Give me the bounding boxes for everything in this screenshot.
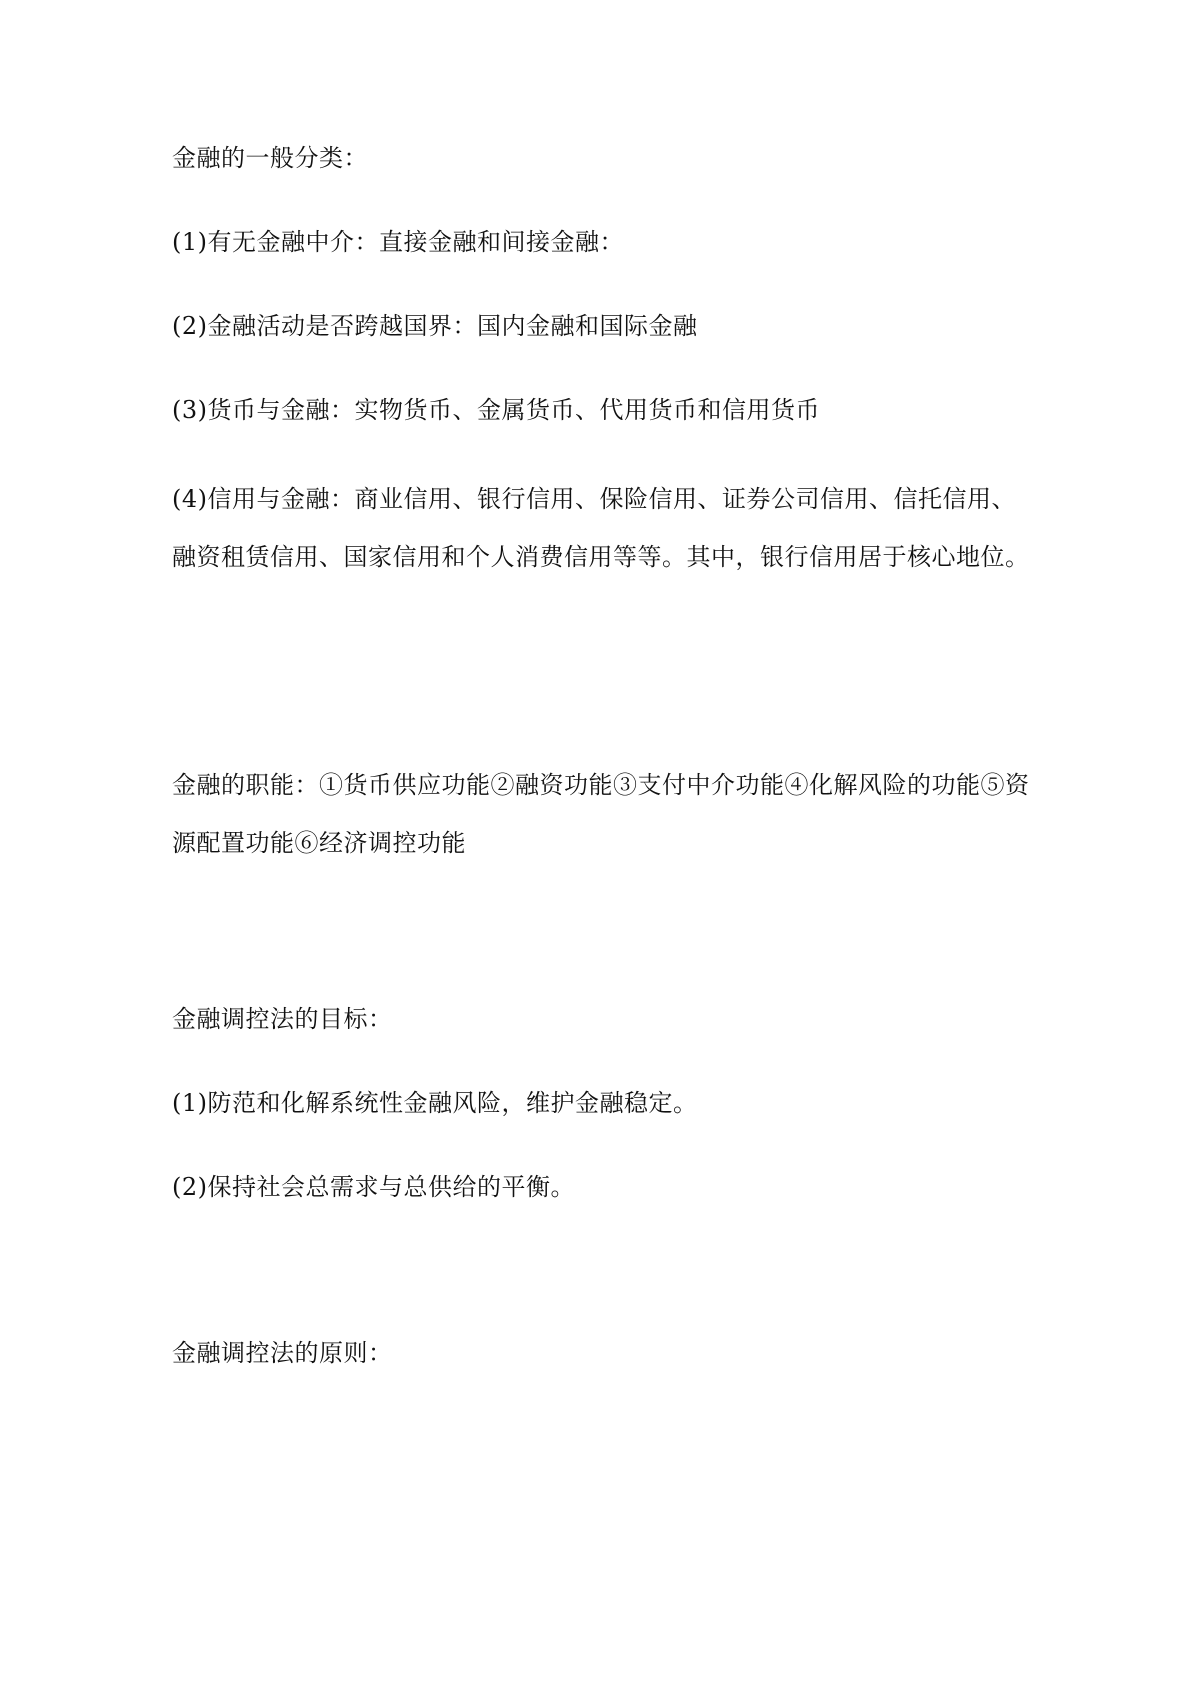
principles-heading: 金融调控法的原则： — [172, 1339, 393, 1367]
classification-item-4: (4)信用与金融：商业信用、银行信用、保险信用、证券公司信用、信托信用、融资租赁信用、国家信用和个人消费信用等等。其中，银行信用居于核心地位。 — [172, 485, 1030, 571]
classification-item-1: (1)有无金融中介：直接金融和间接金融： — [172, 228, 624, 256]
functions-paragraph: 金融的职能：①货币供应功能②融资功能③支付中介功能④化解风险的功能⑤资源配置功能⑥经济调控功能 — [172, 771, 1030, 857]
classification-item-2: (2)金融活动是否跨越国界：国内金融和国际金融 — [172, 312, 698, 340]
objectives-item-2: (2)保持社会总需求与总供给的平衡。 — [172, 1173, 575, 1201]
classification-heading: 金融的一般分类： — [172, 144, 368, 172]
objectives-heading: 金融调控法的目标： — [172, 1005, 393, 1033]
objectives-item-1: (1)防范和化解系统性金融风险，维护金融稳定。 — [172, 1089, 698, 1117]
classification-item-3: (3)货币与金融：实物货币、金属货币、代用货币和信用货币 — [172, 396, 820, 424]
